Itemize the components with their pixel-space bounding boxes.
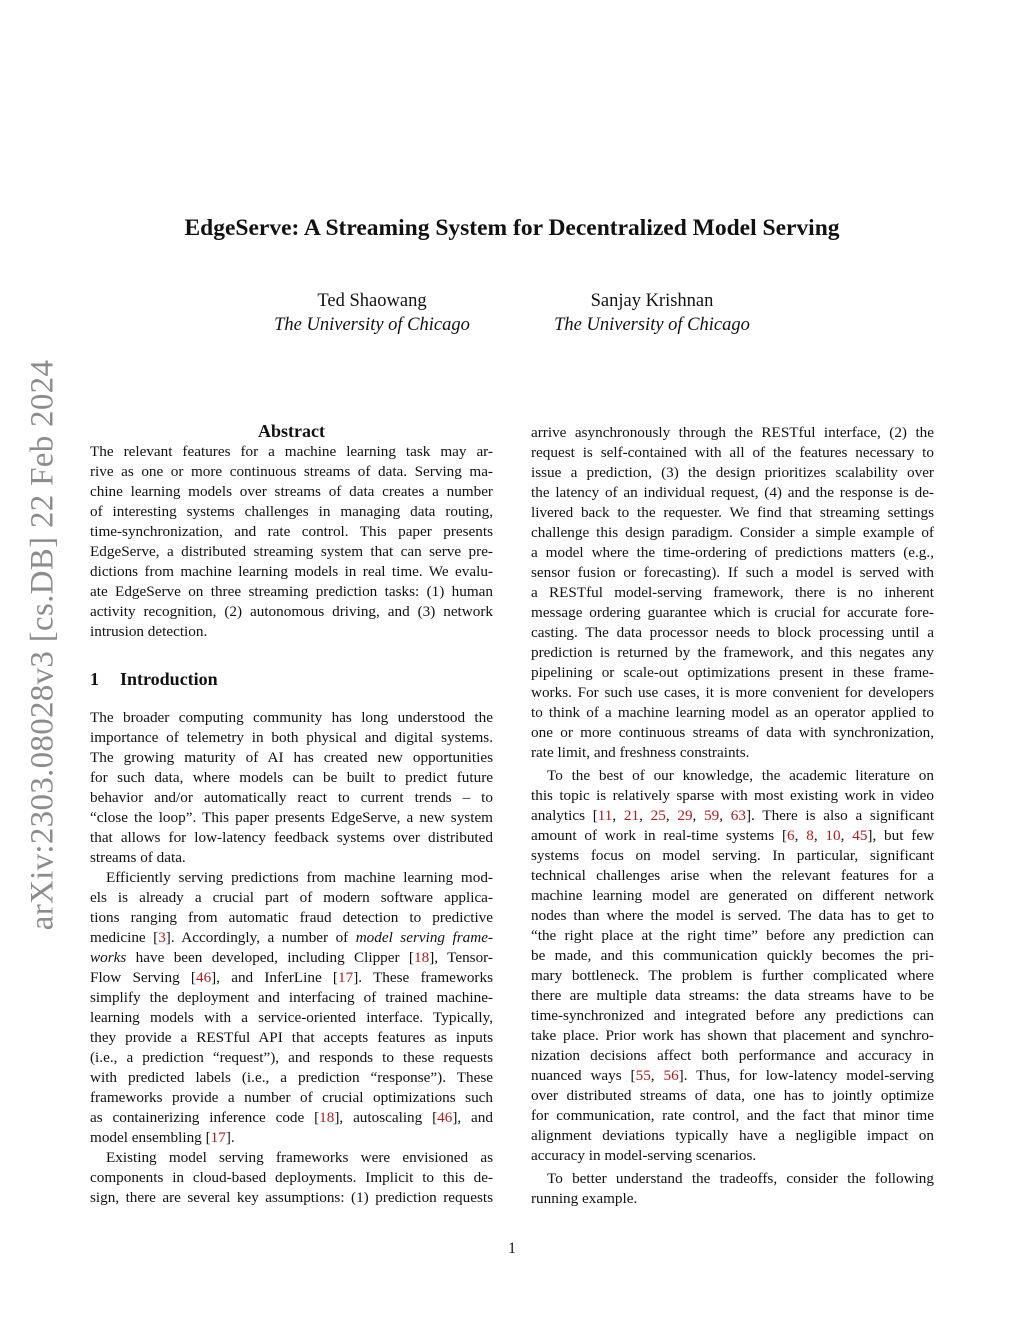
text-line: pipelining or scale-out optimizations present in these frame- <box>531 664 934 681</box>
author-name: Sanjay Krishnan <box>590 291 714 311</box>
text-segment: Flow Serving [ <box>90 969 196 986</box>
citation-link[interactable]: 21 <box>623 807 640 824</box>
abstract-heading: Abstract <box>258 421 325 441</box>
text-line: message ordering guarantee which is crucial for accurate fore- <box>531 604 934 621</box>
citation-link[interactable]: 56 <box>663 1067 679 1084</box>
text-segment: amount of work in real-time systems [ <box>531 827 788 844</box>
text-line: sign, there are several key assumptions: (1) prediction requests <box>90 1189 493 1206</box>
paragraph <box>531 766 934 1166</box>
author-affiliation: The University of Chicago <box>274 315 470 335</box>
citation-link[interactable]: 3 <box>158 929 166 946</box>
text-line: arrive asynchronously through the RESTful interface, (2) the <box>531 424 934 441</box>
text-line: To the best of our knowledge, the academic literature on <box>547 767 934 784</box>
text-segment: , <box>813 827 826 844</box>
citation-link[interactable]: 29 <box>677 807 693 824</box>
text-line: activity recognition, (2) autonomous driving, and (3) network <box>90 603 493 620</box>
citation-link[interactable]: 63 <box>730 807 746 824</box>
citation-link[interactable]: 46 <box>195 969 212 986</box>
introduction-body-continued <box>531 423 934 1209</box>
text-line: nodes than where the model is served. The data has to get to <box>531 907 934 924</box>
text-line: be made, and this communication quickly becomes the pri- <box>531 947 934 964</box>
text-line: rate limit, and freshness constraints. <box>531 744 750 761</box>
text-line: running example. <box>531 1190 638 1207</box>
text-line: works. For such use cases, it is more convenient for developers <box>531 684 934 701</box>
text-segment: ], but few <box>867 827 935 844</box>
text-line <box>531 806 934 826</box>
section-heading <box>90 667 493 691</box>
citation-link[interactable]: 18 <box>319 1109 335 1126</box>
author-block <box>222 289 522 337</box>
text-segment: , <box>840 827 853 844</box>
text-line: sensor fusion or forecasting). If such a model is served with <box>531 564 934 581</box>
text-line: systems focus on model serving. In particular, significant <box>531 847 934 864</box>
author-affiliation: The University of Chicago <box>554 315 750 335</box>
text-line: the latency of an individual request, (4) and the response is de- <box>531 484 934 501</box>
text-line: they provide a RESTful API that accepts features as inputs <box>90 1029 493 1046</box>
text-line <box>90 928 493 948</box>
text-line <box>90 948 493 968</box>
text-line: prediction is returned by the framework, and this negates any <box>531 644 934 661</box>
introduction-body <box>90 708 493 1208</box>
text-line <box>531 1066 934 1086</box>
text-segment: , <box>794 827 807 844</box>
text-line: tions ranging from automatic fraud detection to predictive <box>90 909 493 926</box>
text-line: els is already a crucial part of modern software applica- <box>90 889 493 906</box>
text-segment: ], Tensor- <box>429 949 493 966</box>
citation-link[interactable]: 55 <box>635 1067 651 1084</box>
text-segment: ], and InferLine [ <box>211 969 338 986</box>
text-line: technical challenges arise when the relevant features for a <box>531 867 934 884</box>
text-line: importance of telemetry in both physical and digital systems. <box>90 729 493 746</box>
text-line: ate EdgeServe on three streaming prediction tasks: (1) human <box>90 583 493 600</box>
text-line: nization decisions affect both performance and accuracy in <box>531 1047 934 1064</box>
text-line: issue a prediction, (3) the design prioritizes scalability over <box>531 464 934 481</box>
text-line: one or more continuous streams of data with synchronization, <box>531 724 934 741</box>
section-title: Introduction <box>120 669 218 689</box>
text-segment: , <box>612 807 624 824</box>
text-segment: analytics [ <box>531 807 598 824</box>
text-line: alignment deviations typically have a negligible impact on <box>531 1127 934 1144</box>
paragraph <box>90 868 493 1148</box>
text-segment: ]. Thus, for low-latency model-serving <box>678 1067 934 1084</box>
paragraph <box>90 708 493 868</box>
text-line: The broader computing community has long understood the <box>90 709 493 726</box>
text-line: challenge this design paradigm. Consider a simple example of <box>531 524 934 541</box>
text-line: components in cloud-based deployments. Implicit to this de- <box>90 1169 493 1186</box>
text-line: rive as one or more continuous streams of data. Serving ma- <box>90 463 493 480</box>
paragraph <box>90 442 493 642</box>
text-line <box>90 1128 493 1148</box>
text-line: accuracy in model-serving scenarios. <box>531 1147 757 1164</box>
text-line: chine learning models over streams of data creates a number <box>90 483 493 500</box>
text-line: a model where the time-ordering of predictions matters (e.g., <box>531 544 934 561</box>
text-line: with predicted labels (i.e., a prediction “response”). These <box>90 1069 493 1086</box>
text-line: that allows for low-latency feedback systems over distributed <box>90 829 493 846</box>
paragraph <box>90 1148 493 1208</box>
section-number: 1 <box>90 669 99 689</box>
text-line: Efficiently serving predictions from machine learning mod- <box>106 869 493 886</box>
page-number: 1 <box>508 1240 516 1257</box>
paragraph <box>531 423 934 763</box>
text-line: “close the loop”. This paper presents EdgeServe, a new system <box>90 809 493 826</box>
citation-link[interactable]: 46 <box>437 1109 453 1126</box>
text-segment: , <box>665 807 678 824</box>
paragraph <box>531 1169 934 1209</box>
author-name: Ted Shaowang <box>317 291 427 311</box>
text-segment: as containerizing inference code [ <box>90 1109 320 1126</box>
text-segment: ], autoscaling [ <box>334 1109 438 1126</box>
text-line <box>90 968 493 988</box>
citation-link[interactable]: 8 <box>806 827 814 844</box>
text-line: time-synchronized and integrated before any predictions can <box>531 1007 934 1024</box>
text-segment: medicine [ <box>90 929 159 946</box>
text-line: to think of a machine learning model as an operator applied to <box>531 704 934 721</box>
text-line: EdgeServe, a distributed streaming system that can serve pre- <box>90 543 493 560</box>
text-line: request is self-contained with all of the features necessary to <box>531 444 934 461</box>
text-segment: ]. These frameworks <box>353 969 493 986</box>
abstract-body <box>90 442 493 642</box>
text-line: there are multiple data streams: the data streams have to be <box>531 987 934 1004</box>
text-line: To better understand the tradeoffs, consider the following <box>547 1170 934 1187</box>
text-line: mary bottleneck. The problem is further complicated where <box>531 967 934 984</box>
text-line: learning models with a service-oriented interface. Typically, <box>90 1009 493 1026</box>
text-line: for such data, where models can be built to predict future <box>90 769 493 786</box>
text-line: livered back to the requester. We find that streaming settings <box>531 504 934 521</box>
text-line: over distributed streams of data, one has to jointly optimize <box>531 1087 934 1104</box>
text-line: dictions from machine learning models in real time. We evalu- <box>90 563 493 580</box>
text-line: this topic is relatively sparse with most existing work in video <box>531 787 934 804</box>
text-line: take place. Prior work has shown that placement and synchro- <box>531 1027 934 1044</box>
text-line: The relevant features for a machine learning task may ar- <box>90 443 493 460</box>
text-segment: , <box>639 807 651 824</box>
text-segment: , <box>692 807 705 824</box>
citation-link[interactable]: 17 <box>338 969 354 986</box>
citation-link[interactable]: 6 <box>787 827 795 844</box>
left-column <box>90 420 493 1208</box>
text-line <box>531 826 934 846</box>
citation-link[interactable]: 59 <box>704 807 720 824</box>
text-line: (i.e., a prediction “request”), and responds to these requests <box>90 1049 493 1066</box>
text-segment: , <box>650 1067 664 1084</box>
text-segment: ]. <box>225 1129 235 1146</box>
citation-link[interactable]: 45 <box>852 827 868 844</box>
emphasized-text: model serving frame- <box>355 929 493 946</box>
text-line: “the right place at the right time” before any prediction can <box>531 927 934 944</box>
text-line: frameworks provide a number of crucial optimizations such <box>90 1089 493 1106</box>
text-segment: ]. Accordingly, a number of <box>165 929 356 946</box>
text-line: simplify the deployment and interfacing of trained machine- <box>90 989 493 1006</box>
text-segment: ], and <box>452 1109 493 1126</box>
text-segment: ]. There is also a significant <box>745 807 935 824</box>
text-line: machine learning model are generated on different network <box>531 887 934 904</box>
text-line: time-synchronization, and rate control. This paper presents <box>90 523 493 540</box>
text-line: streams of data. <box>90 849 186 866</box>
text-segment: nuanced ways [ <box>531 1067 636 1084</box>
text-line: of interesting systems challenges in managing data routing, <box>90 503 493 520</box>
text-line: for communication, rate control, and the fact that minor time <box>531 1107 934 1124</box>
text-segment: , <box>719 807 731 824</box>
text-segment: model ensembling [ <box>90 1129 211 1146</box>
citation-link[interactable]: 11 <box>597 807 613 824</box>
text-line: The growing maturity of AI has created new opportunities <box>90 749 493 766</box>
paper-title: EdgeServe: A Streaming System for Decentralized Model Serving <box>184 215 840 241</box>
arxiv-identifier-sidebar[interactable]: arXiv:2303.08028v3 [cs.DB] 22 Feb 2024 <box>24 359 61 931</box>
citation-link[interactable]: 18 <box>414 949 430 966</box>
text-line: a RESTful model-serving framework, there is no inherent <box>531 584 934 601</box>
text-segment: have been developed, including Clipper [ <box>126 949 414 966</box>
author-block <box>502 289 802 337</box>
citation-link[interactable]: 25 <box>650 807 666 824</box>
text-line: behavior and/or automatically react to current trends – to <box>90 789 493 806</box>
text-line: Existing model serving frameworks were envisioned as <box>106 1149 493 1166</box>
text-line: casting. The data processor needs to block processing until a <box>531 624 934 641</box>
emphasized-text: works <box>90 949 127 966</box>
citation-link[interactable]: 17 <box>210 1129 226 1146</box>
text-line: intrusion detection. <box>90 623 208 640</box>
citation-link[interactable]: 10 <box>825 827 841 844</box>
right-column <box>531 423 934 1209</box>
text-line <box>90 1108 493 1128</box>
